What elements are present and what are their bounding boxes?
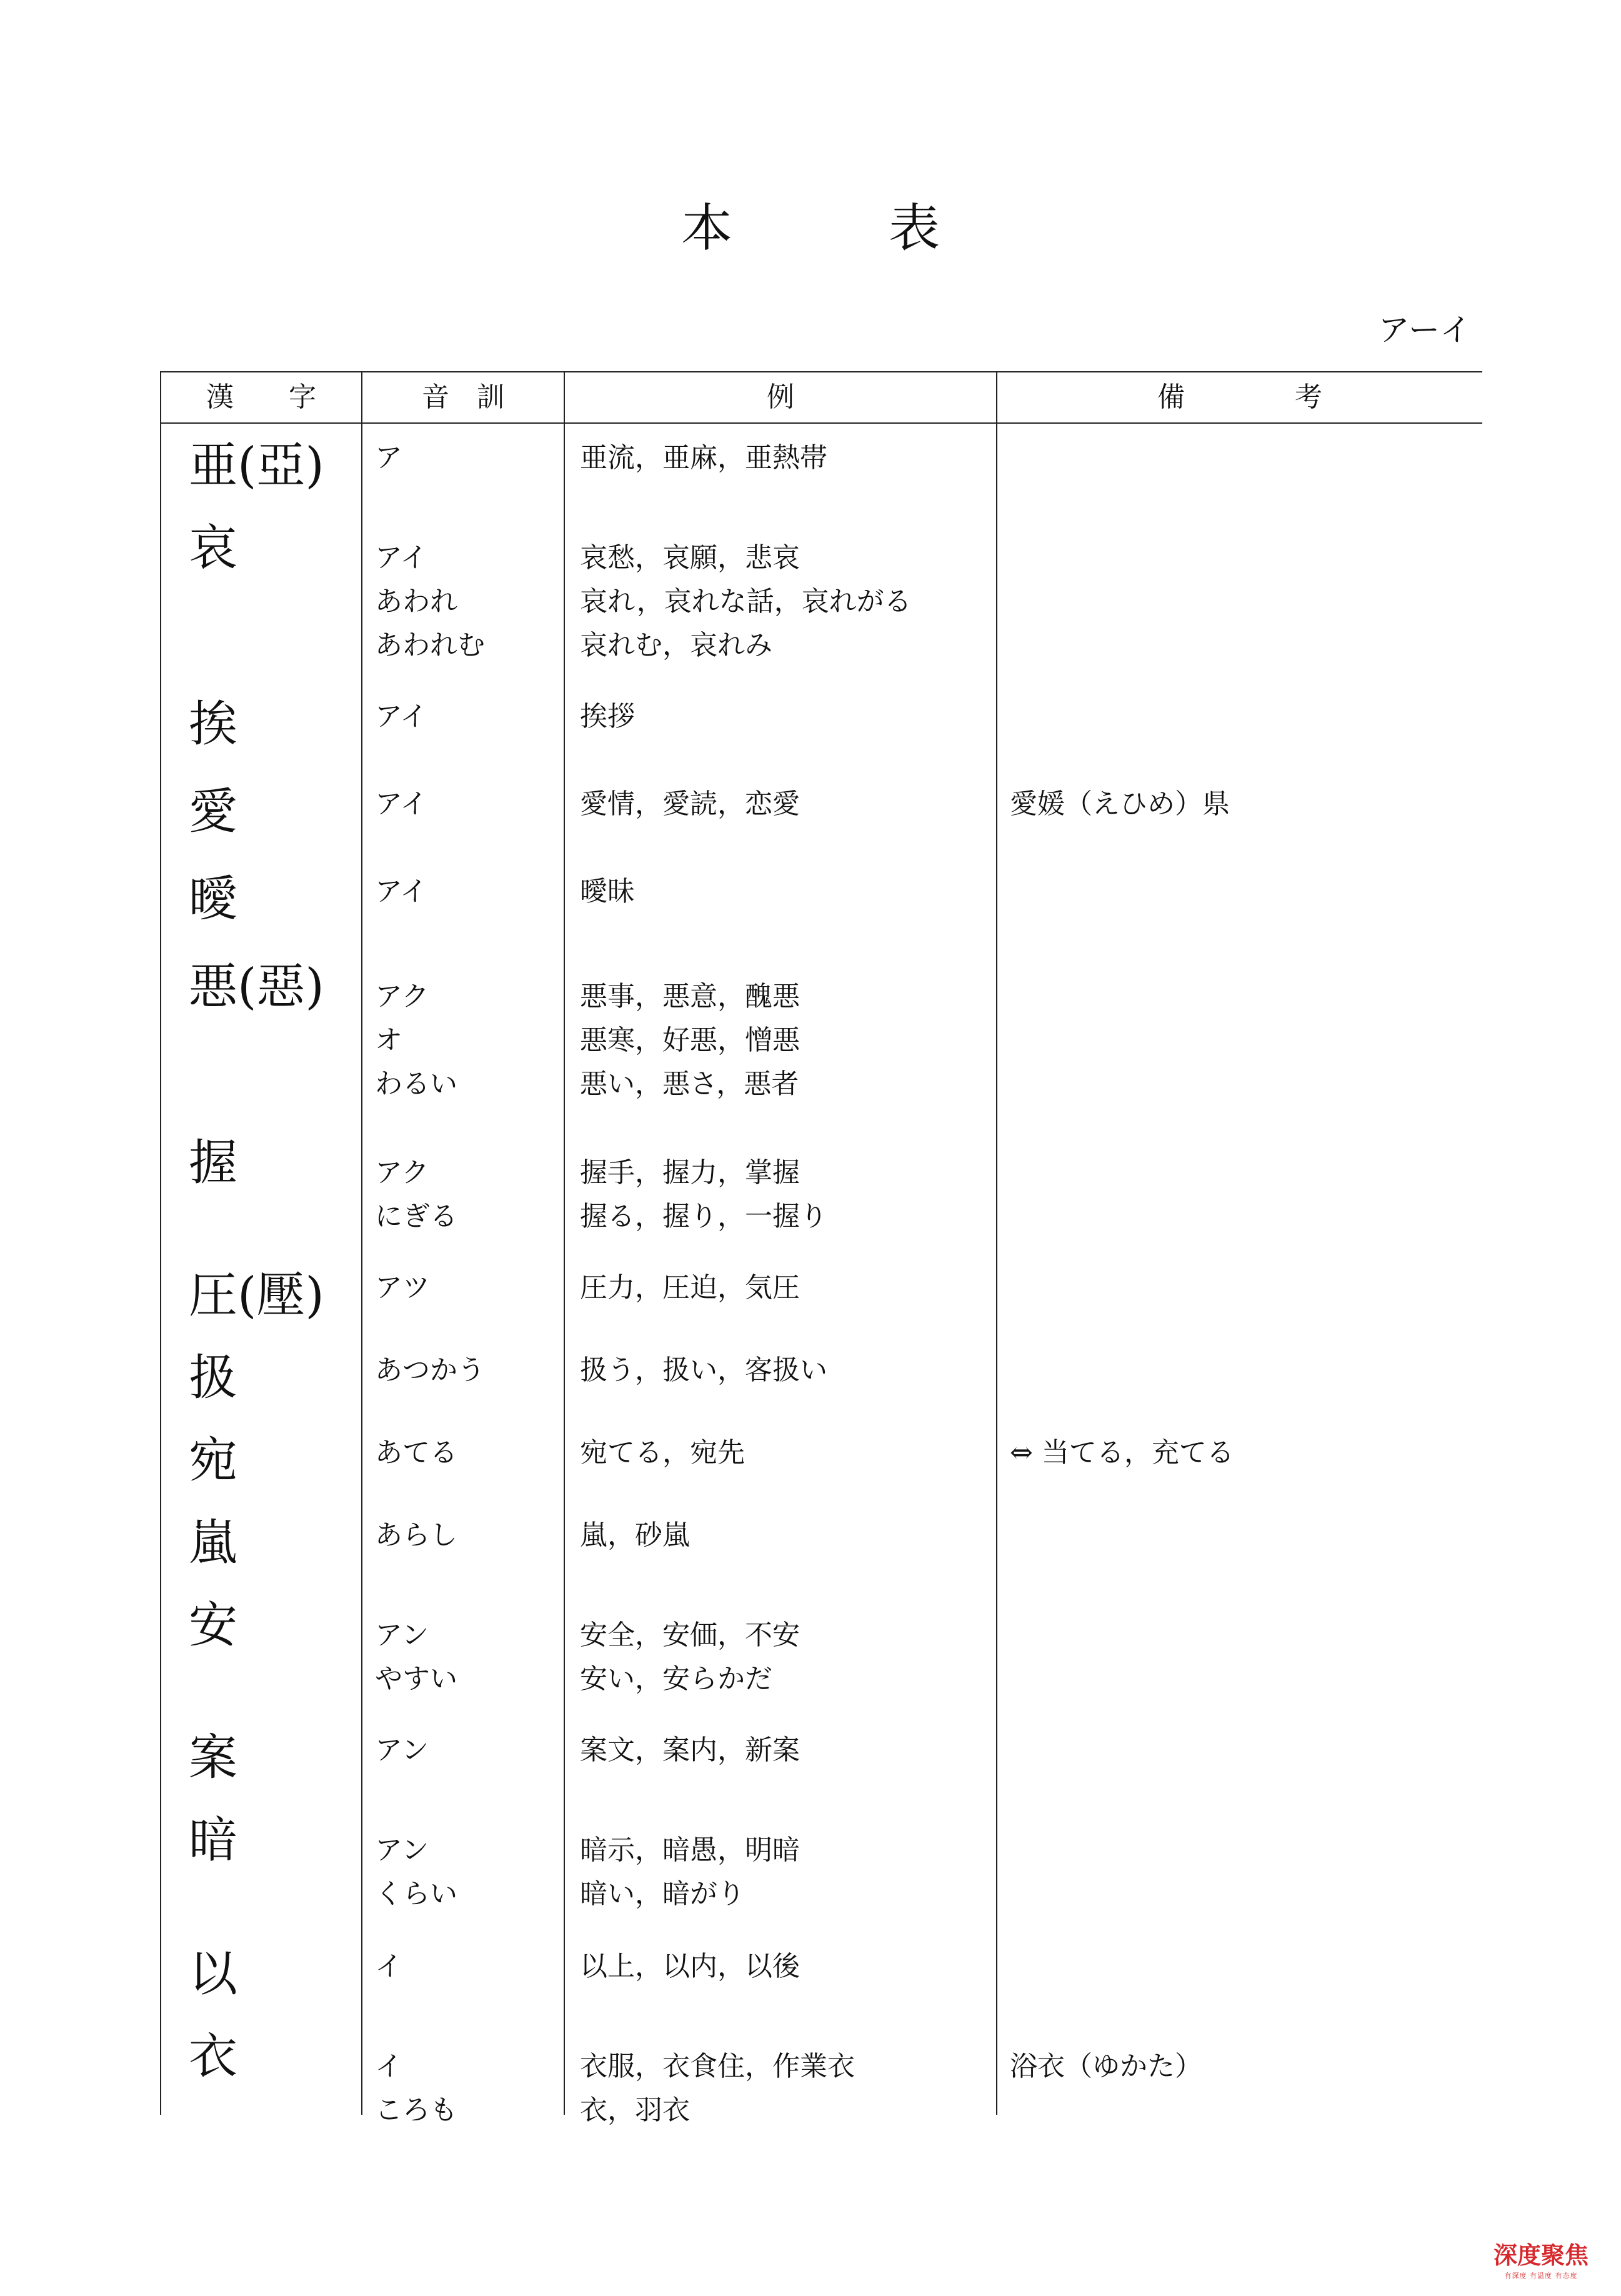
example-line: 哀れむ，哀れみ — [580, 629, 772, 661]
reading-cell — [375, 1945, 402, 1989]
reading-line: わるい — [375, 1068, 457, 1100]
reading-cell — [375, 536, 485, 667]
reading-line: にぎる — [375, 1200, 457, 1232]
example-line: 嵐，砂嵐 — [580, 1519, 690, 1551]
example-line: 亜流，亜麻，亜熱帯 — [580, 442, 827, 474]
reading-line: アン — [375, 1619, 429, 1651]
kanji-cell: 案 — [189, 1730, 238, 1786]
example-line: 握手，握力，掌握 — [580, 1157, 800, 1189]
kanji-cell: 愛 — [189, 784, 238, 840]
kanji-cell: 曖 — [189, 871, 238, 927]
example-cell — [580, 695, 635, 739]
example-line: 挨拶 — [580, 701, 635, 732]
reading-cell — [375, 782, 427, 826]
kanji-cell: 宛 — [189, 1432, 238, 1489]
reading-line: アク — [375, 981, 429, 1012]
reading-line: ころも — [375, 2094, 457, 2126]
reading-line: くらい — [375, 1878, 457, 1910]
reading-line: アン — [375, 1834, 429, 1866]
reading-line: アン — [375, 1734, 429, 1766]
kanji-cell: 悪(惡) — [189, 959, 324, 1015]
example-line: 案文，案内，新案 — [580, 1734, 800, 1766]
reading-line: あてる — [375, 1437, 457, 1469]
reading-line: やすい — [375, 1663, 457, 1695]
reading-line: アイ — [375, 542, 428, 574]
example-line: 悪い，悪さ，悪者 — [580, 1068, 799, 1100]
reading-cell — [375, 1514, 457, 1557]
kanji-cell: 握 — [189, 1135, 238, 1191]
example-cell — [580, 2045, 855, 2132]
table-divider-3 — [996, 371, 997, 2115]
table-divider-1 — [361, 371, 362, 2115]
example-cell — [580, 975, 800, 1106]
page-title — [0, 187, 1621, 261]
title-char-1: 本 — [681, 199, 732, 258]
title-char-2: 表 — [889, 199, 940, 258]
example-line: 扱う，扱い，客扱い — [580, 1354, 827, 1386]
kanji-cell: 圧(壓) — [189, 1267, 324, 1324]
reading-line: イ — [375, 2050, 402, 2082]
reading-cell — [375, 436, 402, 480]
header-notes: 備 考 — [1157, 381, 1322, 413]
reading-line: アイ — [375, 876, 428, 907]
kanji-cell: 衣 — [189, 2029, 238, 2085]
kanji-cell: 哀 — [189, 520, 238, 576]
reading-cell — [375, 1349, 485, 1392]
reading-cell — [375, 1729, 429, 1772]
reading-line: あわれむ — [375, 629, 485, 661]
reading-cell — [375, 695, 427, 739]
example-line: 暗い，暗がり — [580, 1878, 745, 1910]
table-left-border — [160, 371, 161, 2115]
example-line: 安い，安らかだ — [580, 1663, 772, 1695]
example-line: 宛てる，宛先 — [580, 1437, 745, 1469]
header-kanji: 漢 字 — [206, 381, 316, 413]
reading-line: アイ — [375, 701, 428, 732]
example-line: 衣服，衣食住，作業衣 — [580, 2050, 855, 2082]
reading-cell — [375, 1829, 457, 1916]
header-reading: 音 訓 — [422, 381, 504, 413]
example-line: 握る，握り，一握り — [580, 1200, 827, 1232]
reading-line: あらし — [375, 1519, 457, 1551]
kanji-cell: 安 — [189, 1597, 238, 1654]
table-divider-2 — [564, 371, 565, 2115]
reading-cell — [375, 1151, 457, 1239]
table-header-rule — [160, 422, 1482, 424]
example-cell — [580, 1431, 745, 1475]
example-cell — [580, 1614, 800, 1701]
watermark-subtext: 有深度 有温度 有态度 — [1504, 2272, 1578, 2280]
example-cell — [580, 1514, 690, 1557]
example-line: 衣，羽衣 — [580, 2094, 690, 2126]
kanji-cell: 暗 — [189, 1812, 238, 1869]
example-line: 愛情，愛読，恋愛 — [580, 788, 800, 820]
example-line: 哀れ，哀れな話，哀れがる — [580, 586, 912, 617]
example-line: 以上，以内，以後 — [580, 1950, 800, 1982]
notes-cell: 愛媛（えひめ）県 — [1010, 788, 1230, 820]
reading-line: あわれ — [375, 586, 457, 617]
example-cell — [580, 1729, 800, 1772]
example-cell — [580, 1829, 800, 1916]
kanji-cell: 扱 — [189, 1350, 238, 1406]
kanji-cell: 嵐 — [189, 1515, 238, 1571]
notes-cell: ⇔ 当てる，充てる — [1010, 1437, 1234, 1469]
example-line: 悪寒，好悪，憎悪 — [580, 1024, 800, 1056]
example-cell — [580, 782, 800, 826]
header-example: 例 — [767, 381, 794, 413]
reading-cell — [375, 1431, 457, 1475]
example-cell — [580, 870, 635, 914]
reading-line: アイ — [375, 788, 428, 820]
example-line: 曖昧 — [580, 876, 635, 907]
example-line: 悪事，悪意，醜悪 — [580, 981, 800, 1012]
reading-cell — [375, 1614, 457, 1701]
example-line: 安全，安価，不安 — [580, 1619, 800, 1651]
example-cell — [580, 436, 827, 480]
example-cell — [580, 536, 912, 667]
reading-cell — [375, 870, 427, 914]
example-cell — [580, 1349, 827, 1392]
example-cell — [580, 1945, 800, 1989]
kanji-cell: 以 — [189, 1946, 238, 2002]
watermark-logo — [1486, 2236, 1596, 2280]
range-label: アーイ — [1378, 312, 1471, 348]
reading-cell — [375, 1266, 430, 1310]
notes-cell: 浴衣（ゆかた） — [1010, 2050, 1202, 2082]
watermark-text: 深度聚焦 — [1493, 2242, 1589, 2269]
reading-line: アツ — [375, 1272, 430, 1304]
kanji-cell: 挨 — [189, 696, 238, 752]
reading-cell — [375, 975, 457, 1106]
example-line: 哀愁，哀願，悲哀 — [580, 542, 800, 574]
reading-line: ア — [375, 442, 402, 474]
reading-line: あつかう — [375, 1354, 485, 1386]
kanji-cell: 亜(亞) — [189, 437, 324, 494]
reading-line: アク — [375, 1157, 429, 1189]
reading-line: イ — [375, 1950, 402, 1982]
reading-cell — [375, 2045, 457, 2132]
example-cell — [580, 1266, 800, 1310]
example-line: 圧力，圧迫，気圧 — [580, 1272, 800, 1304]
example-cell — [580, 1151, 827, 1239]
example-line: 暗示，暗愚，明暗 — [580, 1834, 800, 1866]
reading-line: オ — [375, 1024, 402, 1056]
